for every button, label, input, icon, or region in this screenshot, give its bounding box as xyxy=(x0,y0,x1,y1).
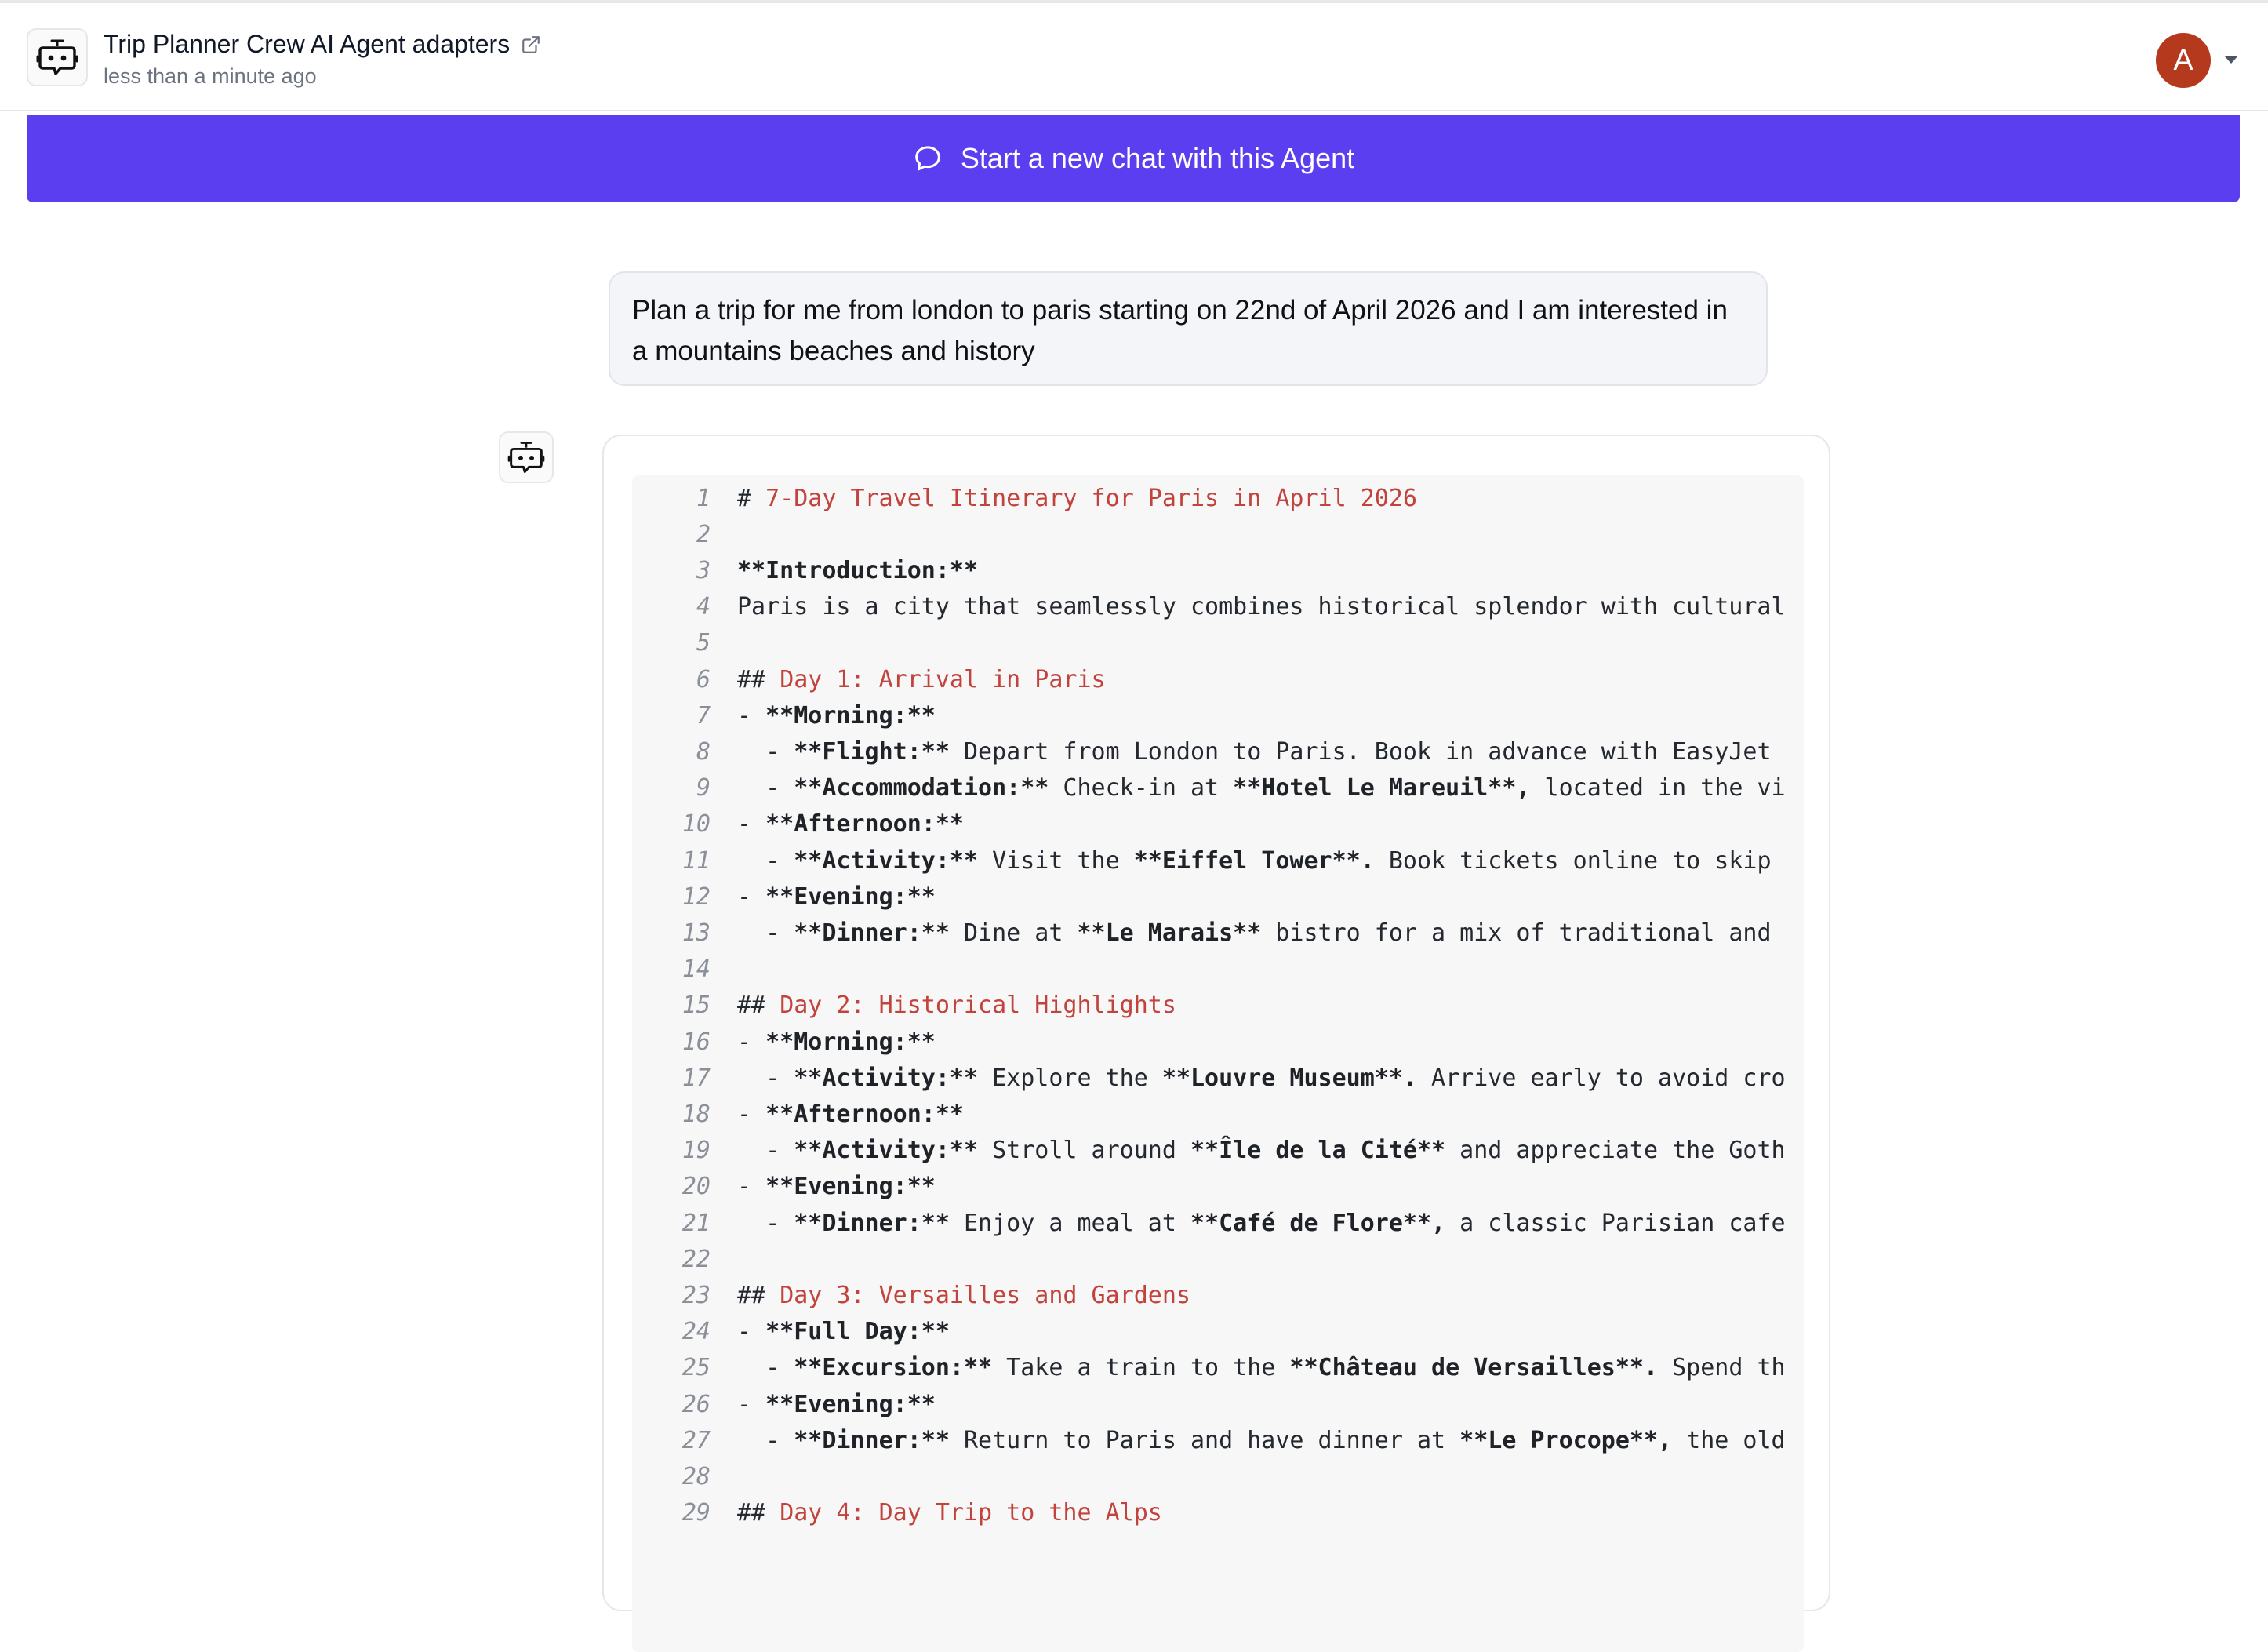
markdown-text: ## xyxy=(737,1281,780,1309)
markdown-bold-text: **Activity:** xyxy=(794,1064,979,1092)
markdown-text: ## xyxy=(737,1499,780,1527)
markdown-text: - xyxy=(737,882,766,911)
code-line xyxy=(632,806,964,842)
markdown-text: Visit the xyxy=(978,846,1134,875)
line-number: 9 xyxy=(696,774,711,802)
line-number: 8 xyxy=(696,737,711,766)
markdown-bold-text: **Afternoon:** xyxy=(765,1100,964,1128)
markdown-text: the old xyxy=(1672,1426,1786,1454)
markdown-bold-text: **Île de la Cité** xyxy=(1190,1137,1446,1165)
code-text xyxy=(737,702,936,730)
code-line xyxy=(632,625,737,661)
markdown-text: a classic Parisian cafe xyxy=(1445,1209,1786,1237)
markdown-text: - xyxy=(737,846,794,875)
code-line xyxy=(632,1314,950,1350)
code-text xyxy=(737,810,964,838)
markdown-text: ## xyxy=(737,992,780,1020)
markdown-bold-text: **Café de Flore**, xyxy=(1190,1209,1446,1237)
code-line xyxy=(632,661,1106,697)
code-line xyxy=(632,1386,936,1422)
code-text xyxy=(737,847,1772,875)
line-number: 4 xyxy=(696,593,711,621)
agent-logo xyxy=(27,28,88,86)
line-number: 19 xyxy=(681,1137,711,1165)
code-text xyxy=(737,919,1772,947)
code-block xyxy=(632,475,1804,1652)
markdown-bold-text: **Le Marais** xyxy=(1077,919,1262,947)
markdown-text: - xyxy=(737,701,766,730)
markdown-bold-text: **Hotel Le Mareuil**, xyxy=(1233,774,1531,802)
line-number: 14 xyxy=(681,955,711,984)
markdown-bold-text: **Château de Versailles**. xyxy=(1289,1354,1659,1382)
last-updated-timestamp: less than a minute ago xyxy=(104,64,317,88)
line-number: 27 xyxy=(681,1426,711,1454)
markdown-text: - xyxy=(737,1318,766,1346)
code-line xyxy=(632,697,936,733)
code-line xyxy=(632,1277,1190,1313)
agent-title: Trip Planner Crew AI Agent adapters xyxy=(104,30,511,58)
markdown-text: Depart from London to Paris. Book in advance with EasyJet xyxy=(949,737,1772,766)
code-text xyxy=(737,1137,1786,1164)
line-number: 28 xyxy=(681,1462,711,1490)
line-number: 5 xyxy=(696,629,711,657)
line-number: 18 xyxy=(681,1100,711,1128)
markdown-bold-text: **Excursion:** xyxy=(794,1354,993,1382)
markdown-heading-text: Day 3: Versailles and Gardens xyxy=(780,1281,1190,1309)
code-line xyxy=(632,1133,1786,1169)
code-line xyxy=(632,1096,964,1132)
line-number: 24 xyxy=(681,1318,711,1346)
markdown-bold-text: **Accommodation:** xyxy=(794,774,1049,802)
line-number: 29 xyxy=(681,1499,711,1527)
markdown-text: - xyxy=(737,1390,766,1418)
code-text xyxy=(737,738,1772,766)
code-text xyxy=(737,1391,936,1418)
line-number: 21 xyxy=(681,1209,711,1237)
external-link-icon[interactable] xyxy=(521,35,541,55)
line-number: 1 xyxy=(696,484,711,512)
code-text xyxy=(737,593,1786,620)
markdown-text: Spend th xyxy=(1658,1354,1786,1382)
code-line xyxy=(632,915,1772,951)
code-text xyxy=(737,1028,936,1056)
code-text xyxy=(737,774,1786,802)
line-number: 16 xyxy=(681,1028,711,1056)
markdown-bold-text: **Evening:** xyxy=(765,1173,936,1201)
code-line xyxy=(632,1241,737,1277)
markdown-text: - xyxy=(737,1137,794,1165)
line-number: 3 xyxy=(696,556,711,584)
markdown-bold-text: **Introduction:** xyxy=(737,556,979,584)
markdown-heading-text: Day 1: Arrival in Paris xyxy=(780,665,1106,693)
markdown-bold-text: **Dinner:** xyxy=(794,1426,950,1454)
markdown-text: - xyxy=(737,1209,794,1237)
code-text xyxy=(737,883,936,911)
markdown-bold-text: **Evening:** xyxy=(765,1390,936,1418)
line-number: 25 xyxy=(681,1354,711,1382)
markdown-text: Arrive early to avoid cro xyxy=(1416,1064,1786,1092)
user-avatar[interactable]: A xyxy=(2156,33,2211,88)
markdown-text: Explore the xyxy=(978,1064,1162,1092)
code-line xyxy=(632,1350,1786,1386)
start-new-chat-label: Start a new chat with this Agent xyxy=(960,142,1355,174)
markdown-bold-text: **Eiffel Tower**. xyxy=(1133,846,1375,875)
line-number: 11 xyxy=(681,846,711,875)
code-text xyxy=(737,1427,1786,1454)
markdown-bold-text: **Morning:** xyxy=(765,1028,936,1056)
markdown-bold-text: **Dinner:** xyxy=(794,919,950,947)
chat-header xyxy=(0,3,2268,111)
markdown-text: Return to Paris and have dinner at xyxy=(949,1426,1460,1454)
code-text xyxy=(737,1318,950,1345)
line-number: 7 xyxy=(696,701,711,730)
markdown-bold-text: **Morning:** xyxy=(765,701,936,730)
markdown-text: - xyxy=(737,774,794,802)
code-line xyxy=(632,1169,936,1205)
code-line xyxy=(632,480,1417,516)
markdown-text: # xyxy=(737,484,766,512)
markdown-text: - xyxy=(737,1354,794,1382)
markdown-text: Check-in at xyxy=(1049,774,1234,802)
markdown-bold-text: **Activity:** xyxy=(794,846,979,875)
markdown-heading-text: 7-Day Travel Itinerary for Paris in April 2026 xyxy=(765,484,1417,512)
code-line xyxy=(632,1024,936,1060)
line-number: 15 xyxy=(681,992,711,1020)
line-number: 2 xyxy=(696,520,711,548)
line-number: 10 xyxy=(681,810,711,839)
markdown-bold-text: **Flight:** xyxy=(794,737,950,766)
markdown-text: ## xyxy=(737,665,780,693)
markdown-text: - xyxy=(737,810,766,839)
code-line xyxy=(632,1060,1786,1096)
markdown-bold-text: **Full Day:** xyxy=(765,1318,950,1346)
markdown-text: Book tickets online to skip xyxy=(1374,846,1772,875)
start-new-chat-button[interactable] xyxy=(27,115,2240,202)
chevron-down-icon[interactable] xyxy=(2223,53,2240,66)
markdown-text: - xyxy=(737,919,794,947)
markdown-heading-text: Day 4: Day Trip to the Alps xyxy=(780,1499,1162,1527)
code-line xyxy=(632,988,1176,1024)
agent-avatar xyxy=(499,431,554,483)
markdown-text: Take a train to the xyxy=(992,1354,1290,1382)
code-text xyxy=(737,1282,1190,1309)
code-text xyxy=(737,1210,1786,1237)
code-line xyxy=(632,770,1786,806)
markdown-bold-text: **Le Procope**, xyxy=(1459,1426,1673,1454)
line-number: 13 xyxy=(681,919,711,947)
code-text xyxy=(737,1064,1786,1092)
code-line xyxy=(632,733,1772,770)
markdown-bold-text: **Louvre Museum**. xyxy=(1161,1064,1417,1092)
code-text xyxy=(737,666,1106,693)
code-line xyxy=(632,1422,1786,1458)
agent-title-row xyxy=(104,30,541,59)
markdown-text: Enjoy a meal at xyxy=(949,1209,1190,1237)
line-number: 26 xyxy=(681,1390,711,1418)
code-text xyxy=(737,1101,964,1128)
line-number: 17 xyxy=(681,1064,711,1092)
code-line xyxy=(632,589,1786,625)
markdown-text: - xyxy=(737,1426,794,1454)
line-number: 22 xyxy=(681,1245,711,1273)
markdown-bold-text: **Afternoon:** xyxy=(765,810,964,839)
code-line xyxy=(632,879,936,915)
markdown-text: - xyxy=(737,1064,794,1092)
line-number: 20 xyxy=(681,1173,711,1201)
markdown-text: Dine at xyxy=(949,919,1078,947)
code-line xyxy=(632,1495,1162,1531)
markdown-text: Stroll around xyxy=(978,1137,1190,1165)
code-text xyxy=(737,1499,1162,1526)
markdown-text: - xyxy=(737,1028,766,1056)
markdown-bold-text: **Evening:** xyxy=(765,882,936,911)
code-line xyxy=(632,1458,737,1494)
markdown-text: bistro for a mix of traditional and xyxy=(1261,919,1772,947)
code-line xyxy=(632,516,737,552)
code-text xyxy=(737,1354,1786,1381)
robot-icon xyxy=(36,38,78,77)
code-text xyxy=(737,1173,936,1200)
markdown-bold-text: **Activity:** xyxy=(794,1137,979,1165)
markdown-text: - xyxy=(737,1100,766,1128)
code-text xyxy=(737,485,1417,512)
markdown-text: and appreciate the Goth xyxy=(1445,1137,1786,1165)
markdown-text: located in the vi xyxy=(1530,774,1786,802)
code-line xyxy=(632,842,1772,879)
markdown-heading-text: Day 2: Historical Highlights xyxy=(780,992,1176,1020)
code-line xyxy=(632,952,737,988)
agent-response-card xyxy=(602,435,1830,1611)
markdown-text: Paris is a city that seamlessly combines historical splendor with cultural xyxy=(737,593,1786,621)
code-text xyxy=(737,992,1176,1019)
user-message-bubble: Plan a trip for me from london to paris starting on 22nd of April 2026 and I am interested in a mountains beaches and history xyxy=(609,271,1768,386)
chat-bubble-icon xyxy=(912,143,943,174)
markdown-bold-text: **Dinner:** xyxy=(794,1209,950,1237)
code-text xyxy=(737,557,978,584)
markdown-text: - xyxy=(737,1173,766,1201)
line-number: 6 xyxy=(696,665,711,693)
code-line xyxy=(632,552,978,588)
robot-icon xyxy=(507,440,545,475)
code-line xyxy=(632,1205,1786,1241)
line-number: 12 xyxy=(681,882,711,911)
line-number: 23 xyxy=(681,1281,711,1309)
markdown-text: - xyxy=(737,737,794,766)
